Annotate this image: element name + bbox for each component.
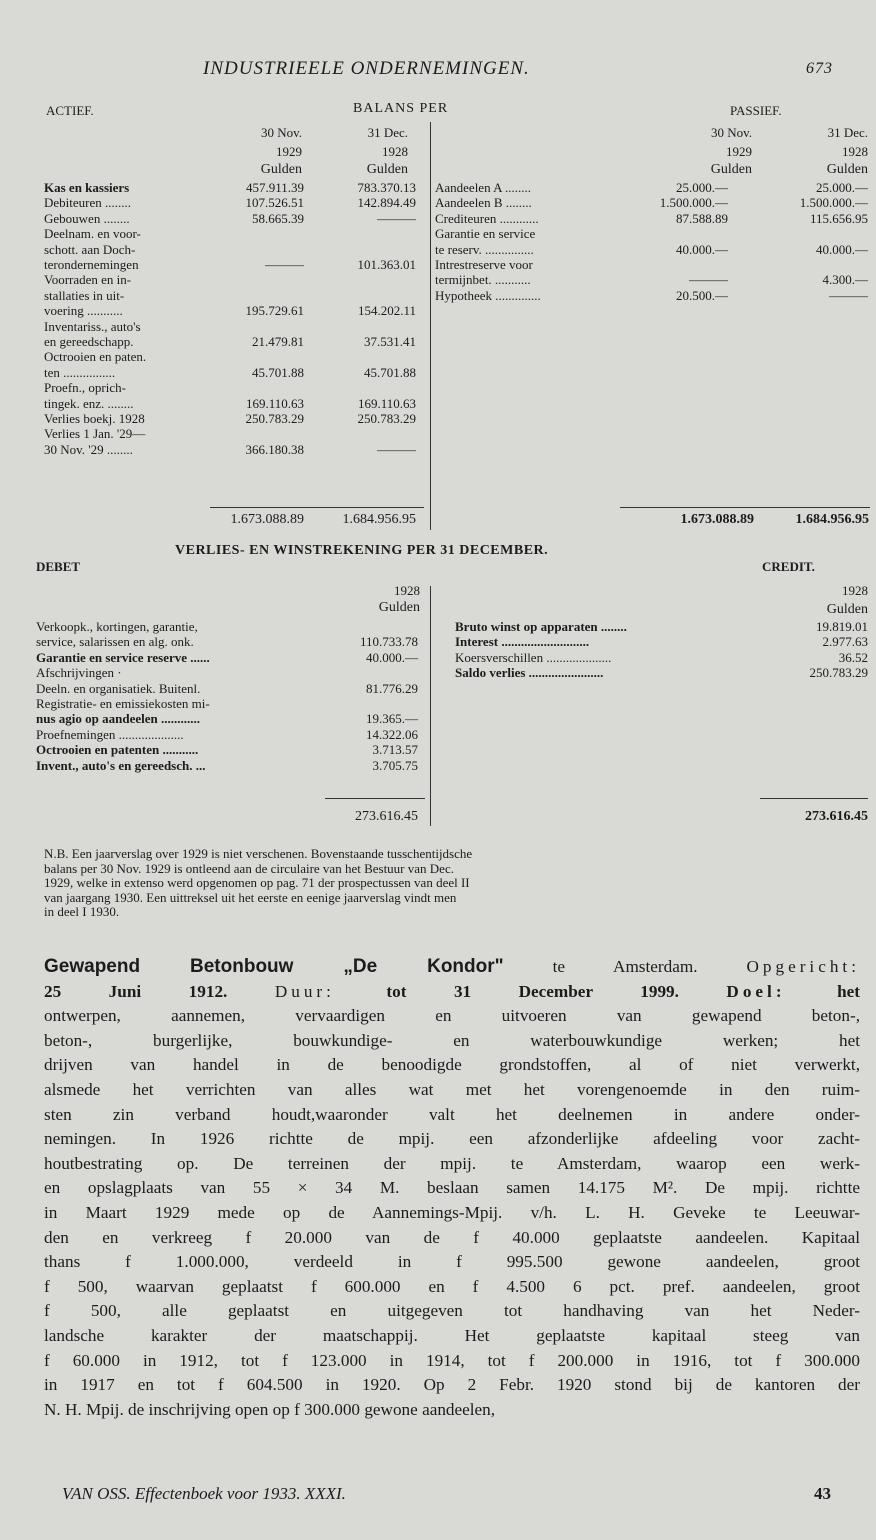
col-header-unit: Gulden xyxy=(260,162,302,177)
balance-divider xyxy=(430,122,431,530)
pl-debit-label: nus agio op aandeelen ............ xyxy=(36,711,200,727)
liability-value-1929: 40.000.— xyxy=(676,241,728,257)
asset-value-1928: 142.894.49 xyxy=(357,195,416,211)
pl-debit-value: 40.000.— xyxy=(366,649,418,665)
assets-total-rule xyxy=(210,507,424,508)
col-header-year: 1929 xyxy=(276,144,302,159)
asset-value-1928: 101.363.01 xyxy=(357,257,416,272)
pl-debit-label: Proefnemingen .................... xyxy=(36,726,184,742)
page-number: 673 xyxy=(806,60,833,77)
company-body-line: sten zin verband houdt,waaronder valt het deelnemen in andere onder- xyxy=(44,1104,860,1124)
asset-label: en gereedschapp. xyxy=(44,334,134,349)
note-line: van jaargang 1930. Een uittreksel uit het eerste en eenige jaarverslag vindt men xyxy=(44,889,457,905)
passief-label: PASSIEF. xyxy=(730,103,782,118)
asset-value-1928: ——— xyxy=(377,441,416,457)
pl-debit-label: service, salarissen en alg. onk. xyxy=(36,634,194,650)
liability-value-1928: 4.300.— xyxy=(822,272,868,288)
pl-right-total: 273.616.45 xyxy=(805,809,868,824)
company-body-line: in Maart 1929 mede op de Aannemings-Mpij. v/h. L. H. Geveke te Leeuwar- xyxy=(44,1202,860,1222)
liabilities-total-rule xyxy=(620,507,870,508)
asset-value-1928: ——— xyxy=(377,210,416,226)
pl-credit-label: Bruto winst op apparaten ........ xyxy=(455,619,627,634)
asset-value-1929: 21.479.81 xyxy=(252,334,304,349)
note-line: balans per 30 Nov. 1929 is ontleend aan de circulaire van het Bestuur van Dec. xyxy=(44,860,454,876)
pl-left-unit: Gulden xyxy=(378,600,420,615)
asset-value-1929: 169.110.63 xyxy=(245,395,304,411)
asset-label: Gebouwen ........ xyxy=(44,210,130,226)
company-body-line: f 500, waarvan geplaatst f 600.000 en f 4.500 6 pct. pref. aandeelen, groot xyxy=(44,1276,860,1296)
pl-divider xyxy=(430,586,431,826)
liability-value-1929: ——— xyxy=(689,272,728,288)
pl-credit-label: Saldo verlies ....................... xyxy=(455,665,604,681)
assets-total-1929: 1.673.088.89 xyxy=(230,512,304,527)
pl-credit-value: 250.783.29 xyxy=(809,665,868,681)
company-body xyxy=(44,1004,860,1422)
company-body-line: f 60.000 in 1912, tot f 123.000 in 1914, tot f 200.000 in 1916, tot f 300.000 xyxy=(44,1350,860,1370)
company-body-line: drijven van handel in de benoodigde grondstoffen, al of niet verwerkt, xyxy=(44,1055,860,1075)
asset-value-1929: 250.783.29 xyxy=(245,411,304,426)
pl-debit-label: Garantie en service reserve ...... xyxy=(36,649,210,665)
company-body-line: nemingen. In 1926 richtte de mpij. een afzonderlijke afdeeling voor zacht- xyxy=(44,1129,860,1149)
pl-credit-value: 36.52 xyxy=(838,649,868,665)
liability-label: Garantie en service xyxy=(435,226,536,242)
pl-debit-value: 19.365.— xyxy=(366,711,418,727)
col-header-unit: Gulden xyxy=(710,162,752,177)
asset-label: Verlies boekj. 1928 xyxy=(44,411,145,426)
liability-label: Hypotheek .............. xyxy=(435,287,541,303)
pl-left-year: 1928 xyxy=(394,583,420,598)
opgericht-value: 25 Juni 1912. xyxy=(44,981,275,1001)
asset-label: tingek. enz. ........ xyxy=(44,395,134,411)
company-body-line: ontwerpen, aannemen, vervaardigen en uitvoeren van gewapend beton-, xyxy=(44,1006,860,1026)
col-header-unit: Gulden xyxy=(366,162,408,177)
pl-credit-label: Koersverschillen .................... xyxy=(455,649,612,665)
running-header-title: INDUSTRIEELE ONDERNEMINGEN. xyxy=(203,58,530,79)
doel-first-word: het xyxy=(837,981,860,1001)
asset-value-1928: 37.531.41 xyxy=(364,334,416,349)
pl-left-total-rule xyxy=(325,798,425,799)
liability-value-1928: 40.000.— xyxy=(816,241,868,257)
asset-label: Proefn., oprich- xyxy=(44,380,126,396)
note-line: 1929, welke in extenso werd opgenomen op pag. 71 der prospectussen van deel II xyxy=(44,875,470,891)
pl-left-total: 273.616.45 xyxy=(355,809,418,824)
asset-label: Inventariss., auto's xyxy=(44,318,141,334)
debet-label: DEBET xyxy=(36,559,81,574)
liability-value-1929: 20.500.— xyxy=(676,287,728,303)
pl-right-unit: Gulden xyxy=(826,602,868,617)
duur-value: tot 31 December 1999. xyxy=(386,981,727,1001)
liability-value-1929: 1.500.000.— xyxy=(659,195,728,211)
asset-value-1928: 154.202.11 xyxy=(357,303,416,319)
pl-debit-label: Octrooien en patenten ........... xyxy=(36,742,199,758)
col-header-year: 1928 xyxy=(382,144,408,159)
asset-label: Voorraden en in- xyxy=(44,272,132,288)
company-body-line: beton-, burgerlijke, bouwkundige- en waterbouwkundige werken; het xyxy=(44,1030,860,1050)
col-header-date: 30 Nov. xyxy=(260,125,302,140)
pl-debit-value: 14.322.06 xyxy=(366,726,418,742)
assets-total-1928: 1.684.956.95 xyxy=(342,512,416,527)
pl-debit-label: Registratie- en emissiekosten mi- xyxy=(36,696,210,711)
company-body-line: den en verkreeg f 20.000 van de f 40.000 geplaatste aandeelen. Kapitaal xyxy=(44,1227,860,1247)
pl-debit-label: Verkoopk., kortingen, garantie, xyxy=(36,619,198,634)
asset-label: Deelnam. en voor- xyxy=(44,226,141,242)
liability-value-1928: 25.000.— xyxy=(816,180,868,195)
asset-label: stallaties in uit- xyxy=(44,287,125,303)
pl-right-total-rule xyxy=(760,798,868,799)
asset-value-1929: ——— xyxy=(265,257,304,272)
liability-label: te reserv. ............... xyxy=(435,241,534,257)
duur-label: Duur: xyxy=(274,981,387,1001)
liability-value-1928: 115.656.95 xyxy=(809,210,868,226)
asset-value-1929: 195.729.61 xyxy=(245,303,304,319)
asset-value-1929: 45.701.88 xyxy=(252,364,304,380)
asset-value-1928: 45.701.88 xyxy=(364,364,416,380)
col-header-date: 31 Dec. xyxy=(827,125,868,140)
liability-value-1928: 1.500.000.— xyxy=(799,195,868,211)
col-header-date: 31 Dec. xyxy=(367,125,408,140)
pl-title: VERLIES- EN WINSTREKENING PER 31 DECEMBER. xyxy=(175,543,549,558)
company-dates-line xyxy=(44,980,860,1005)
liability-value-1928: ——— xyxy=(829,287,868,303)
asset-value-1929: 366.180.38 xyxy=(245,441,304,457)
company-body-line: en opslagplaats van 55 × 34 M. beslaan samen 14.175 M². De mpij. richtte xyxy=(44,1178,860,1198)
doel-label: Doel: xyxy=(726,981,838,1001)
liabilities-total-1929: 1.673.088.89 xyxy=(680,512,754,527)
pl-credit-value: 2.977.63 xyxy=(822,634,868,650)
asset-value-1929: 58.665.39 xyxy=(252,210,304,226)
note-line: in deel I 1930. xyxy=(44,904,120,920)
company-place: te Amsterdam. xyxy=(503,957,747,976)
company-body-line: f 500, alle geplaatst en uitgegeven tot handhaving van het Neder- xyxy=(44,1301,860,1321)
asset-label: Debiteuren ........ xyxy=(44,195,132,211)
asset-label: Kas en kassiers xyxy=(44,180,130,195)
note-line: N.B. Een jaarverslag over 1929 is niet verschenen. Bovenstaande tusschentijdsche xyxy=(44,846,473,861)
liability-label: Aandeelen A ........ xyxy=(435,180,532,195)
liability-label: Intrestreserve voor xyxy=(435,257,533,272)
pl-debit-label: Afschrijvingen · xyxy=(36,665,122,681)
pl-debit-value: 3.713.57 xyxy=(372,742,418,758)
opgericht-label: Opgericht: xyxy=(746,957,860,976)
asset-label: Octrooien en paten. xyxy=(44,349,147,365)
actief-label: ACTIEF. xyxy=(46,103,94,118)
asset-label: voering ........... xyxy=(44,303,123,319)
footer-page: 43 xyxy=(814,1484,831,1503)
company-heading-line xyxy=(44,955,860,980)
asset-label: 30 Nov. '29 ........ xyxy=(44,441,133,457)
company-body-line: in 1917 en tot f 604.500 in 1920. Op 2 Febr. 1920 stond bij de kantoren der xyxy=(44,1375,860,1395)
col-header-date: 30 Nov. xyxy=(710,125,752,140)
liability-value-1929: 25.000.— xyxy=(676,180,728,195)
liabilities-total-1928: 1.684.956.95 xyxy=(795,512,869,527)
credit-label: CREDIT. xyxy=(762,559,815,574)
asset-label: ten ................ xyxy=(44,364,116,380)
pl-debit-label: Deeln. en organisatiek. Buitenl. xyxy=(36,680,201,696)
pl-credit-label: Interest ........................... xyxy=(455,634,590,650)
asset-label: Verlies 1 Jan. '29— xyxy=(44,426,146,442)
liability-label: termijnbet. ........... xyxy=(435,272,531,288)
asset-label: terondernemingen xyxy=(44,257,139,272)
pl-credit-value: 19.819.01 xyxy=(816,619,868,634)
pl-debit-value: 3.705.75 xyxy=(372,757,418,773)
asset-label: schott. aan Doch- xyxy=(44,241,136,257)
col-header-unit: Gulden xyxy=(826,162,868,177)
company-body-line: landsche karakter der maatschappij. Het geplaatste kapitaal steeg van xyxy=(44,1325,860,1345)
pl-debit-value: 81.776.29 xyxy=(366,680,418,696)
company-name: Gewapend Betonbouw „De Kondor" xyxy=(44,956,504,977)
pl-debit-label: Invent., auto's en gereedsch. ... xyxy=(36,757,206,773)
company-body-line: houtbestrating op. De terreinen der mpij. te Amsterdam, waarop een werk- xyxy=(44,1153,860,1173)
company-body-line: alsmede het verrichten van alles wat met het vorengenoemde in den ruim- xyxy=(44,1079,860,1099)
col-header-year: 1929 xyxy=(726,144,752,159)
pl-debit-value: 110.733.78 xyxy=(359,634,418,650)
liability-label: Crediteuren ............ xyxy=(435,210,539,226)
liability-label: Aandeelen B ........ xyxy=(435,195,532,211)
asset-value-1929: 457.911.39 xyxy=(245,180,304,195)
footer-source: VAN OSS. Effectenboek voor 1933. XXXI. xyxy=(62,1484,346,1503)
company-body-line: thans f 1.000.000, verdeeld in f 995.500 gewone aandeelen, groot xyxy=(44,1252,860,1272)
company-body-line: N. H. Mpij. de inschrijving open op f 300.000 gewone aandeelen, xyxy=(44,1399,496,1419)
balance-title: BALANS PER xyxy=(353,101,449,116)
pl-right-year: 1928 xyxy=(842,583,868,598)
liability-value-1929: 87.588.89 xyxy=(676,210,728,226)
col-header-year: 1928 xyxy=(842,144,868,159)
asset-value-1928: 250.783.29 xyxy=(357,411,416,426)
asset-value-1928: 169.110.63 xyxy=(357,395,416,411)
asset-value-1928: 783.370.13 xyxy=(357,180,416,195)
company-entry xyxy=(44,955,860,1422)
asset-value-1929: 107.526.51 xyxy=(245,195,304,211)
